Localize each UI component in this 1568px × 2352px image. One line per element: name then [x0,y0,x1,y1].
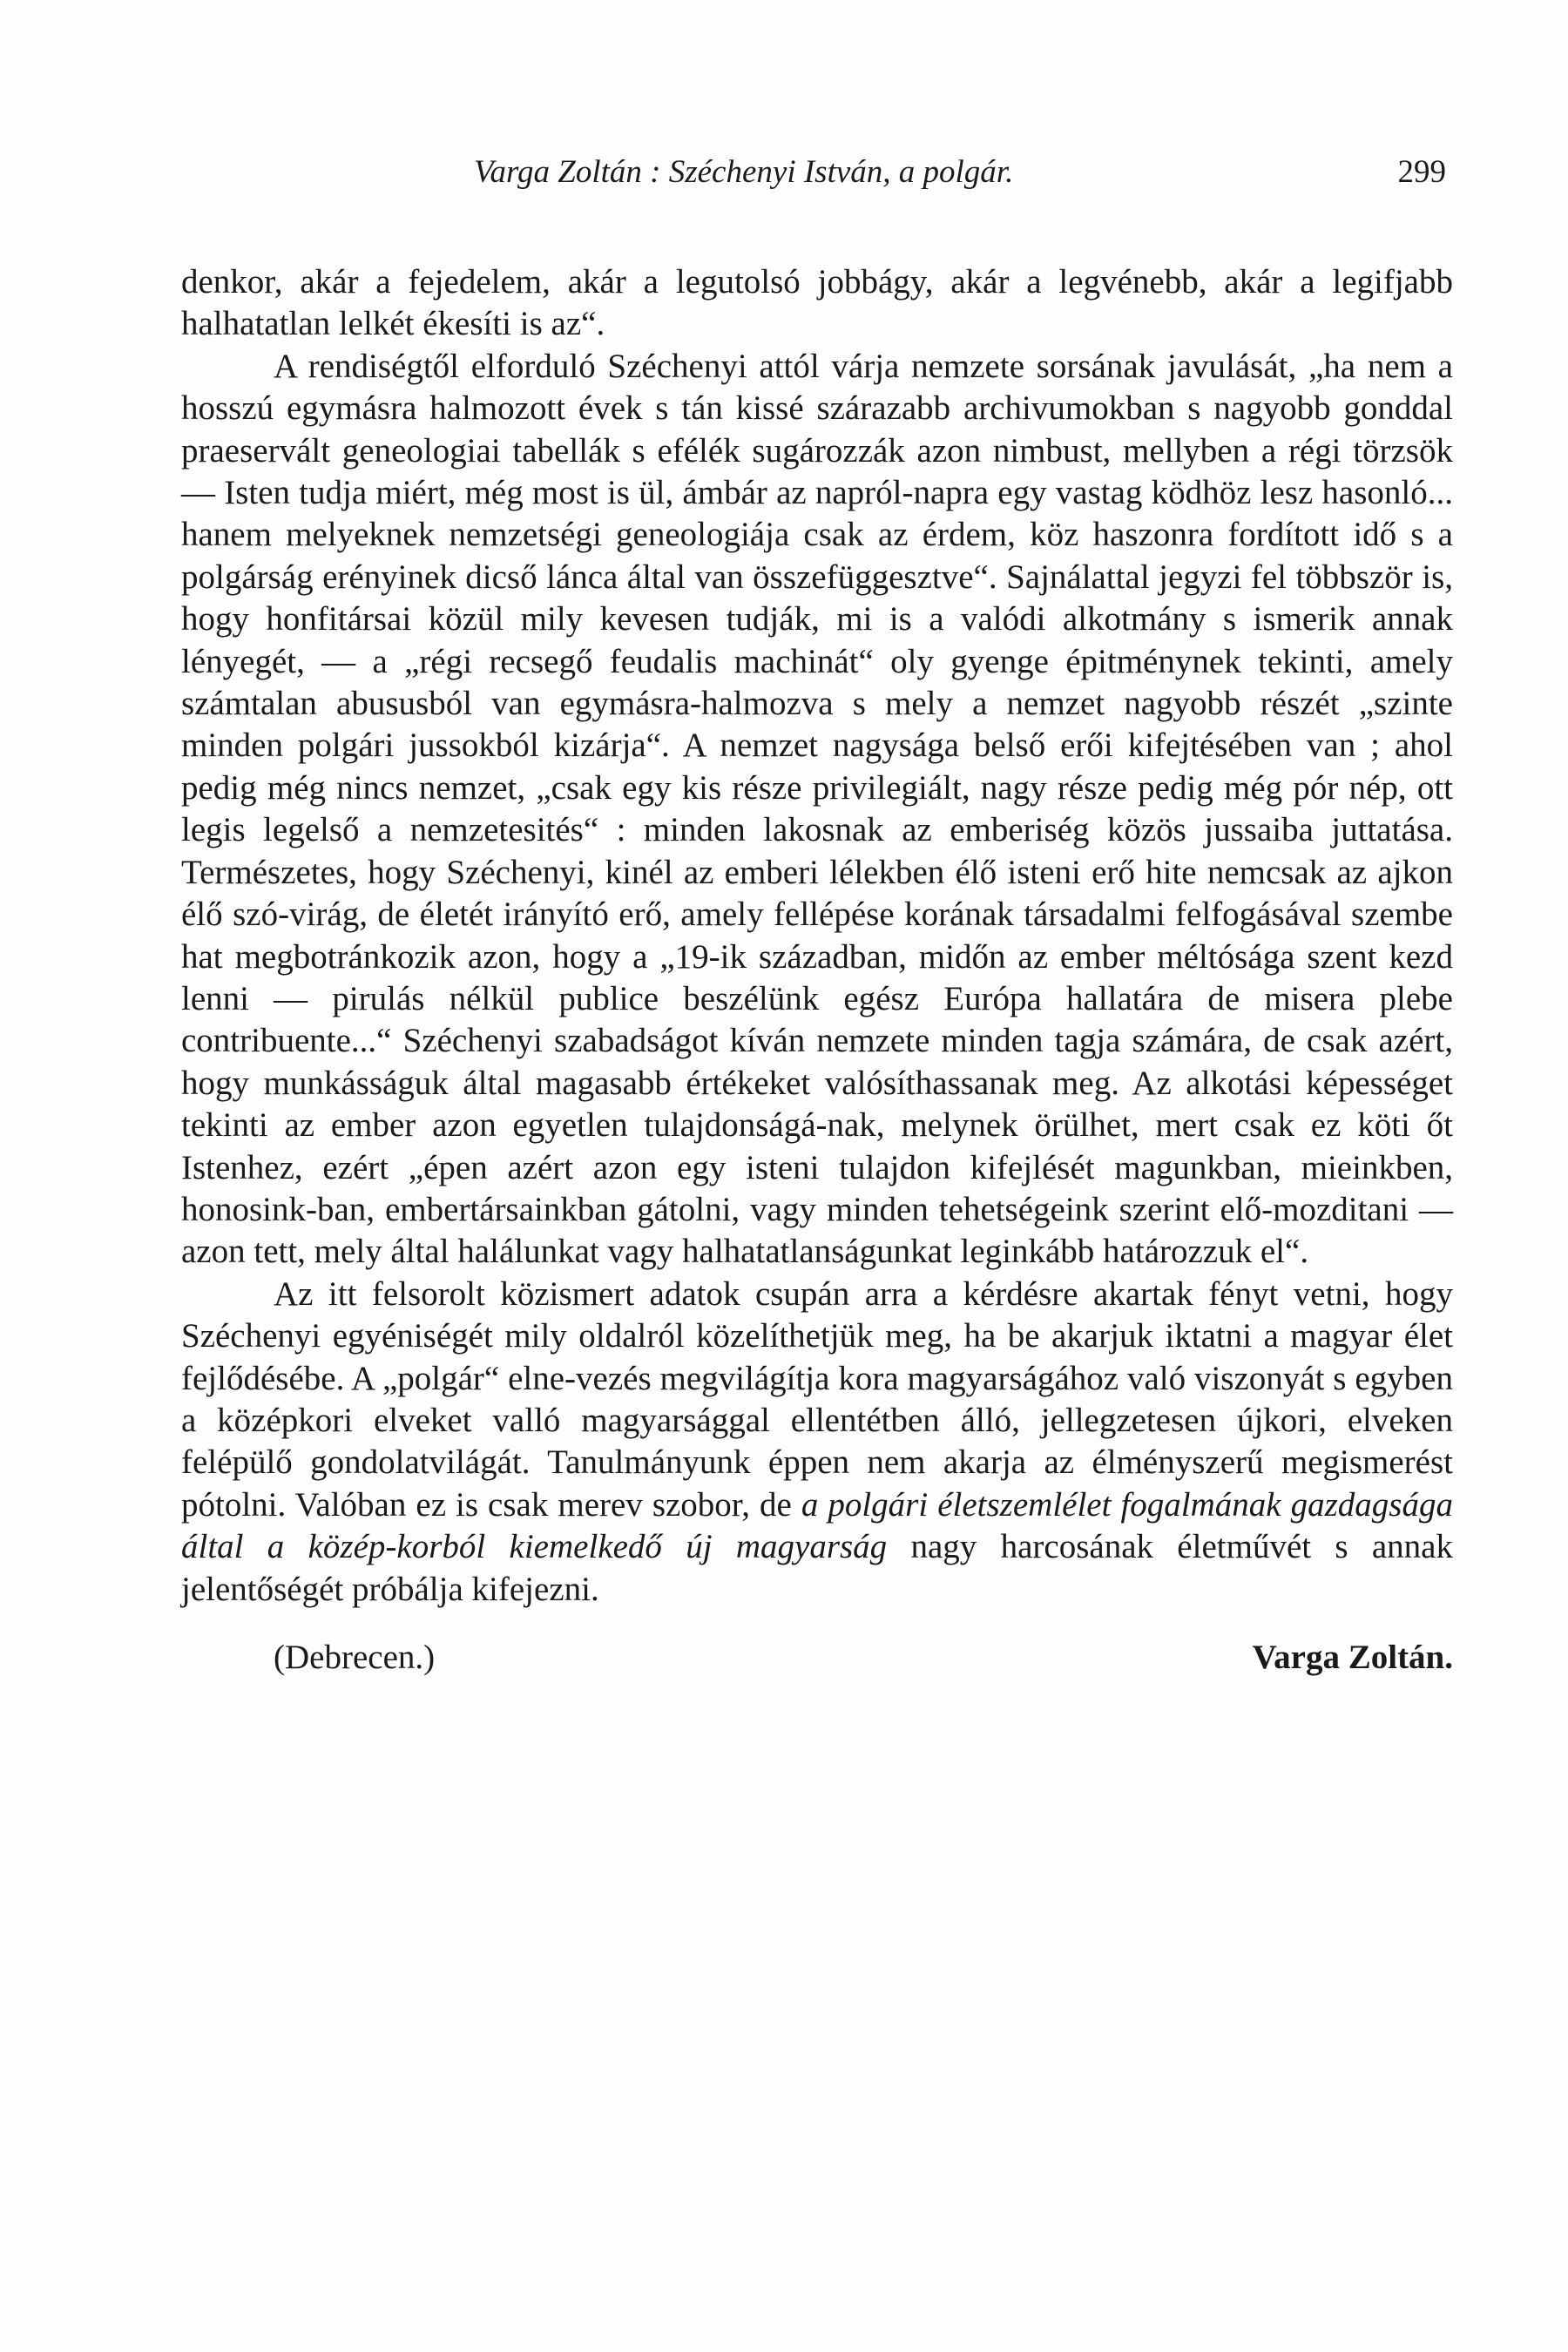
signoff-author: Varga Zoltán. [1252,1639,1453,1676]
body-text [181,261,1453,1680]
closing-text-emphasis: a polgári életszemlélet fogalmának gazdagsága által a közép-korból kiemelkedő új magyarság [181,1485,1453,1566]
paragraph-rendiseg: A rendiségtől elforduló Széchenyi attól várja nemzete sorsának javulását, „ha nem a hosszú egymásra halmozott évek s tán kissé szárazabb archivumokban s nagyobb gonddal praeservált geneologiai tabellák s efélék sugározzák azon nimbust, mellyben a régi törzsök — Isten tudja miért, még most is ül, ámbár az napról-napra egy vastag ködhöz lesz hasonló... hanem melyeknek nemzetségi geneologiája csak az érdem, köz haszonra fordított idő s a polgárság erényinek dicső lánca által van összefüggesztve“. Sajnálattal jegyzi fel többször is, hogy honfitársai közül mily kevesen tudják, mi is a valódi alkotmány s ismerik annak lényegét, — a „régi recsegő feudalis machinát“ oly gyenge épitménynek tekinti, amely számtalan abususból van egymásra-halmozva s mely a nemzet nagyobb részét „szinte minden polgári jussokból kizárja“. A nemzet nagysága belső erői kifejtésében van ; ahol pedig még nincs nemzet, „csak egy kis része privilegiált, nagy része pedig még pór nép, ott legis legelső a nemzetesités“ : minden lakosnak az emberiség közös jussaiba juttatása. Természetes, hogy Széchenyi, kinél az emberi lélekben élő isteni erő hite nemcsak az ajkon élő szó-virág, de életét irányító erő, amely fellépése korának társadalmi felfogásával szembe hat megbotránkozik azon, hogy a „19-ik században, midőn az ember méltósága szent kezd lenni — pirulás nélkül publice beszélünk egész Európa hallatára de misera plebe contribuente...“ Széchenyi szabadságot kíván nemzete minden tagja számára, de csak azért, hogy munkásságuk által magasabb értékeket valósíthassanak meg. Az alkotási képességet tekinti az ember azon egyetlen tulajdonságá-nak, melynek örülhet, mert csak ez köti őt Istenhez, ezért „épen azért azon egy isteni tulajdon kifejlését magunkban, mieinkben, honosink-ban, embertársainkban gátolni, vagy minden tehetségeink szerint elő-mozditani — azon tett, mely által halálunkat vagy halhatatlanságunkat leginkább határozzuk el“. [181,347,1453,1271]
paragraph-continuation: denkor, akár a fejedelem, akár a legutolsó jobbágy, akár a legvénebb, akár a legifjabb halhatatlan lelkét ékesíti is az“. [181,263,1453,343]
closing-text-end: nagy harcosának életművét s annak jelentőségét próbálja kifejezni. [181,1528,1453,1608]
running-head [181,146,1446,199]
paragraph-closing [181,1274,1453,1611]
signoff-place: (Debrecen.) [274,1639,436,1676]
page-number: 299 [1397,154,1446,190]
running-head-title: Varga Zoltán : Széchenyi István, a polgár. [474,154,1014,190]
signoff [181,1635,1453,1680]
closing-text-start: Az itt felsorolt közismert adatok csupán arra a kérdésre akartak fényt vetni, hogy Széchenyi egyéniségét mily oldalról közelíthetjük meg, ha be akarjuk iktatni a magyar élet fejlődésébe. A „polgár“ elne-vezés megvilágítja kora magyarságához való viszonyát s egyben a középkori elveket valló magyarsággal ellentétben álló, jellegzetesen újkori, elveken felépülő gondolatvilágát. Tanulmányunk éppen nem akarja az élményszerű megismerést pótolni. Valóban ez is csak merev szobor, de [181,1274,1453,1524]
